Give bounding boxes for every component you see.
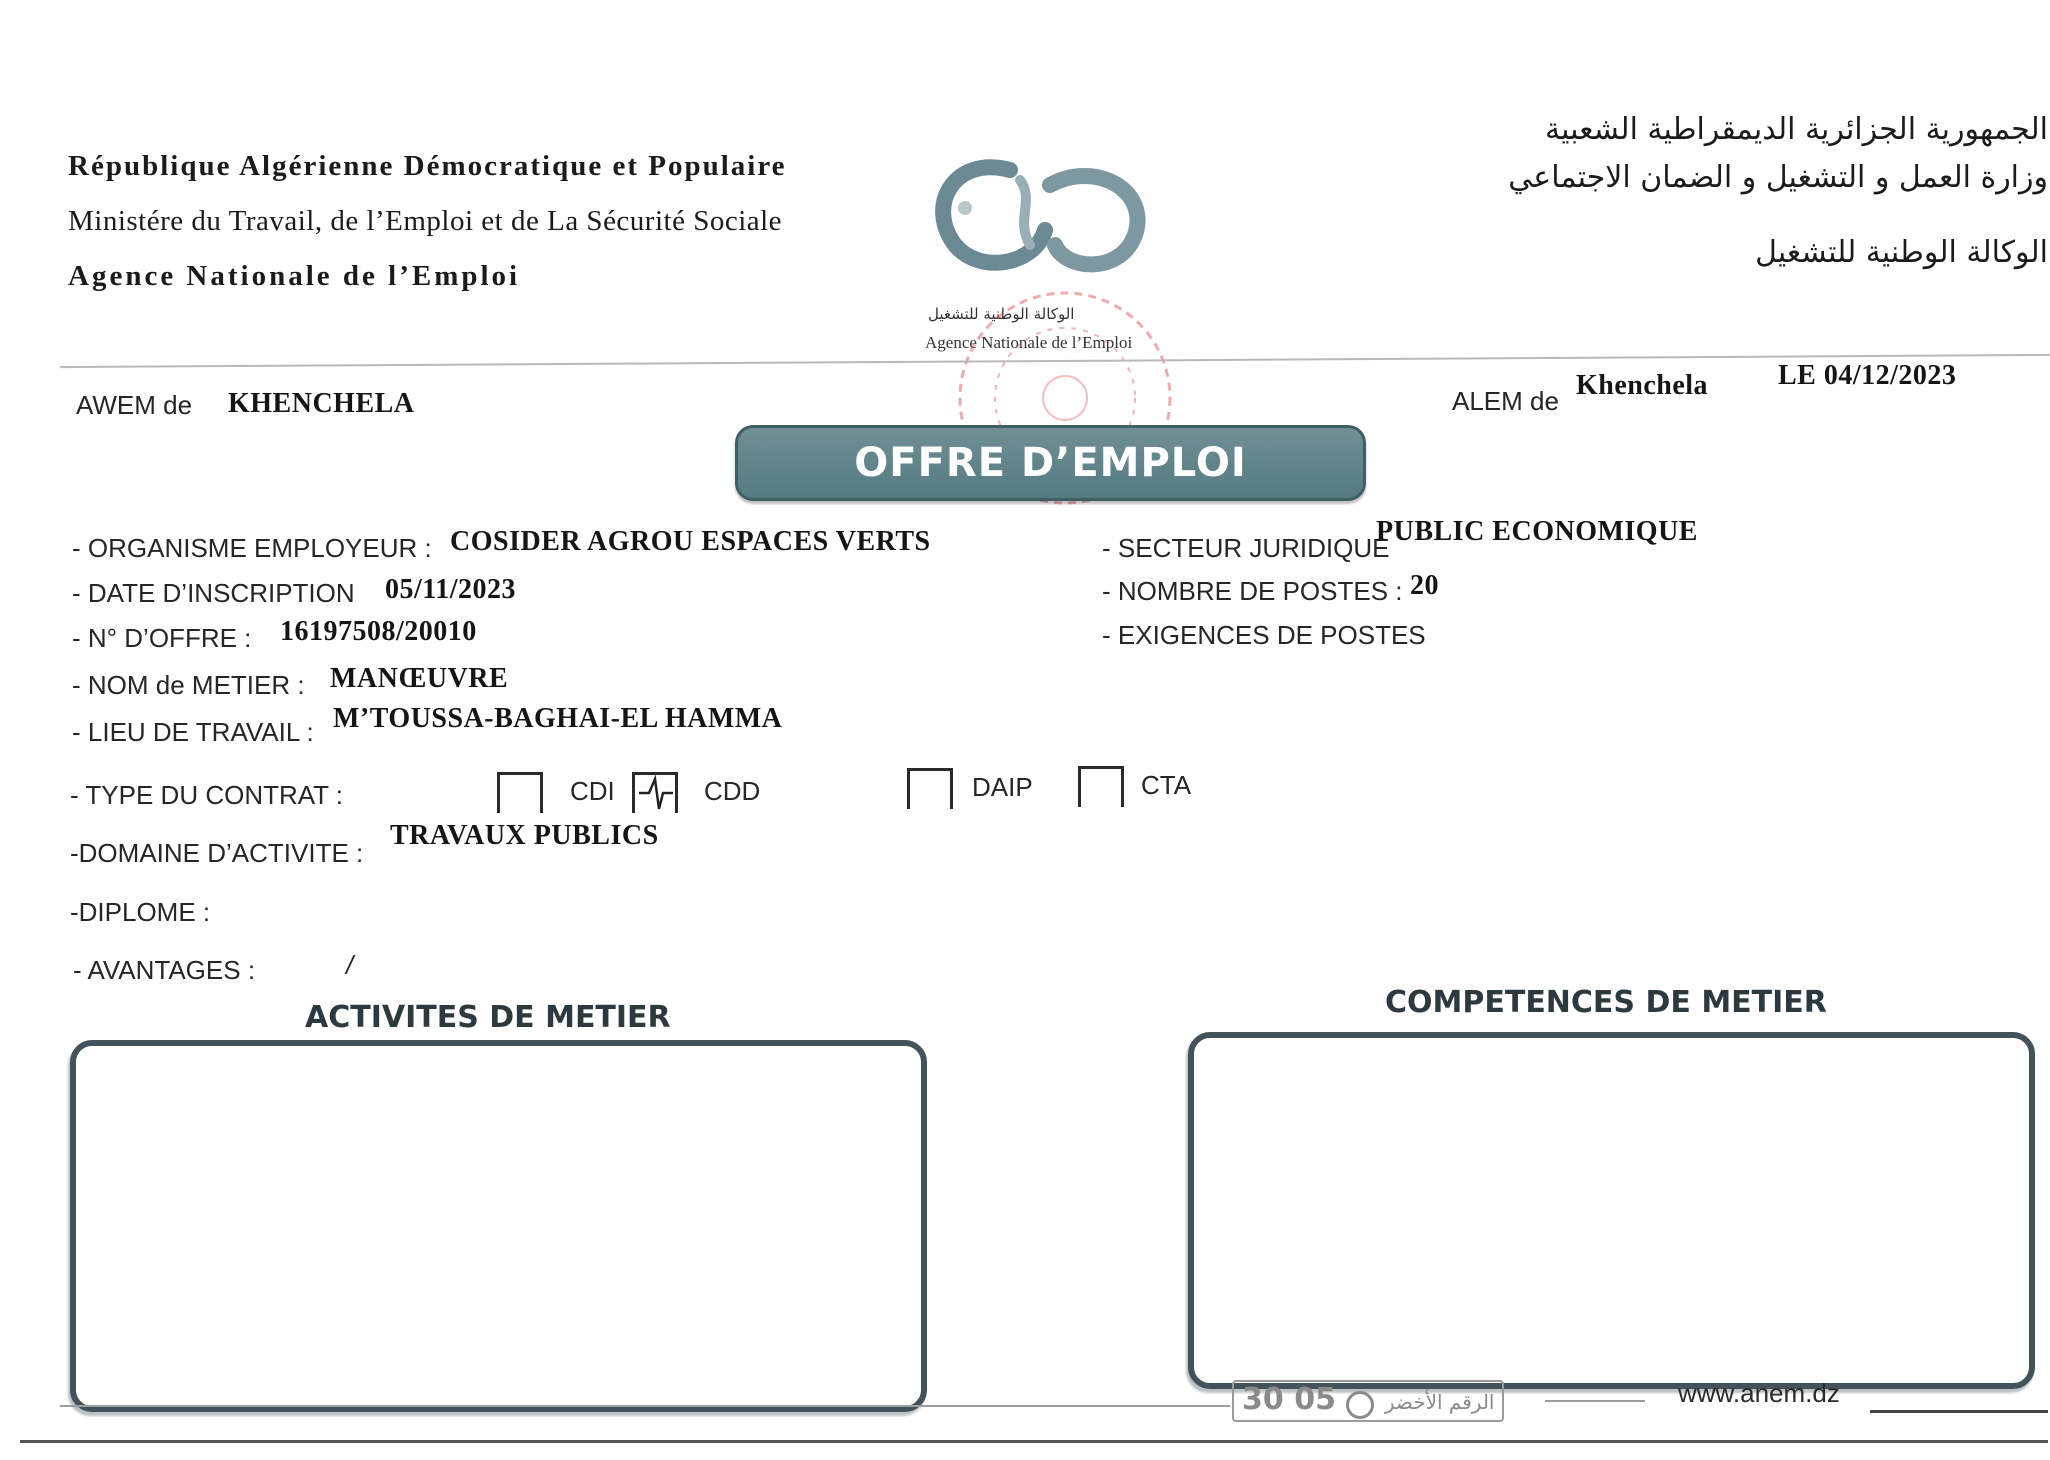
activites-box	[70, 1040, 927, 1412]
competences-box	[1188, 1032, 2035, 1389]
logo-caption-ar: الوكالة الوطنية للتشغيل	[928, 305, 1075, 323]
alem-value: Khenchela	[1576, 370, 1709, 401]
contract-checkbox-daip[interactable]	[907, 768, 953, 809]
offer-banner: OFFRE D’EMPLOI	[735, 425, 1366, 501]
contract-checkbox-cdd[interactable]	[632, 772, 678, 813]
organisme-value: COSIDER AGROU ESPACES VERTS	[450, 526, 931, 557]
offre-number-label: - N° D’OFFRE :	[72, 623, 252, 653]
contract-checkbox-cdi[interactable]	[497, 772, 543, 813]
awem-label: AWEM de	[76, 390, 193, 420]
contract-label-cdi: CDI	[570, 776, 615, 806]
contrat-label: - TYPE DU CONTRAT :	[70, 780, 344, 810]
diplome-label: -DIPLOME :	[70, 897, 211, 927]
header-ar-ministry: وزارة العمل و التشغيل و الضمان الاجتماعي	[1508, 160, 2048, 195]
contract-label-daip: DAIP	[972, 772, 1033, 802]
domaine-value: TRAVAUX PUBLICS	[390, 820, 659, 851]
phone-icon	[1346, 1391, 1374, 1419]
alem-label: ALEM de	[1452, 386, 1559, 416]
footer-rule-mid	[1545, 1400, 1645, 1402]
header-fr-ministry: Ministére du Travail, de l’Emploi et de La Sécurité Sociale	[68, 205, 783, 237]
metier-label: - NOM de METIER :	[72, 670, 305, 700]
header-fr-republic: République Algérienne Démocratique et Populaire	[68, 150, 787, 182]
footer-rule-right	[1870, 1410, 2048, 1413]
contract-label-cta: CTA	[1141, 770, 1192, 800]
avantages-label: - AVANTAGES :	[73, 955, 256, 985]
green-number-badge	[1232, 1380, 1504, 1422]
lieu-label: - LIEU DE TRAVAIL :	[72, 717, 314, 747]
exigences-label: - EXIGENCES DE POSTES	[1102, 620, 1426, 650]
postes-label: - NOMBRE DE POSTES :	[1102, 576, 1403, 606]
competences-title: COMPETENCES DE METIER	[1385, 985, 1827, 1020]
checkmark-icon	[635, 775, 675, 813]
offre-number-value: 16197508/20010	[280, 616, 477, 647]
header-ar-agency: الوكالة الوطنية للتشغيل	[1755, 235, 2048, 270]
contract-checkbox-cta[interactable]	[1078, 766, 1124, 807]
domaine-label: -DOMAINE D’ACTIVITE :	[70, 838, 364, 868]
secteur-value: PUBLIC ECONOMIQUE	[1376, 516, 1698, 547]
activites-title: ACTIVITES DE METIER	[305, 1000, 671, 1035]
lieu-value: M’TOUSSA-BAGHAI-EL HAMMA	[333, 703, 783, 734]
page-bottom-rule	[20, 1440, 2048, 1443]
green-number: 30 05	[1242, 1382, 1336, 1417]
date-inscription-label: - DATE D’INSCRIPTION	[72, 578, 355, 608]
awem-value: KHENCHELA	[228, 388, 415, 419]
header-ar-republic: الجمهورية الجزائرية الديمقراطية الشعبية	[1545, 112, 2048, 147]
secteur-label: - SECTEUR JURIDIQUE	[1102, 533, 1390, 563]
website-link[interactable]: www.anem.dz	[1678, 1378, 1840, 1408]
date-inscription-value: 05/11/2023	[385, 574, 517, 605]
logo-caption-fr: Agence Nationale de l’Emploi	[925, 333, 1133, 352]
avantages-value: /	[346, 950, 354, 980]
footer-rule-left	[60, 1405, 1230, 1407]
header-fr-agency: Agence Nationale de l’Emploi	[68, 260, 521, 292]
metier-value: MANŒUVRE	[330, 663, 509, 694]
green-number-label: الرقم الأخضر	[1384, 1390, 1495, 1414]
anem-logo	[915, 150, 1165, 290]
contract-label-cdd: CDD	[704, 776, 761, 806]
postes-value: 20	[1410, 570, 1439, 601]
organisme-label: - ORGANISME EMPLOYEUR :	[72, 533, 432, 563]
document-date: LE 04/12/2023	[1778, 360, 1957, 391]
